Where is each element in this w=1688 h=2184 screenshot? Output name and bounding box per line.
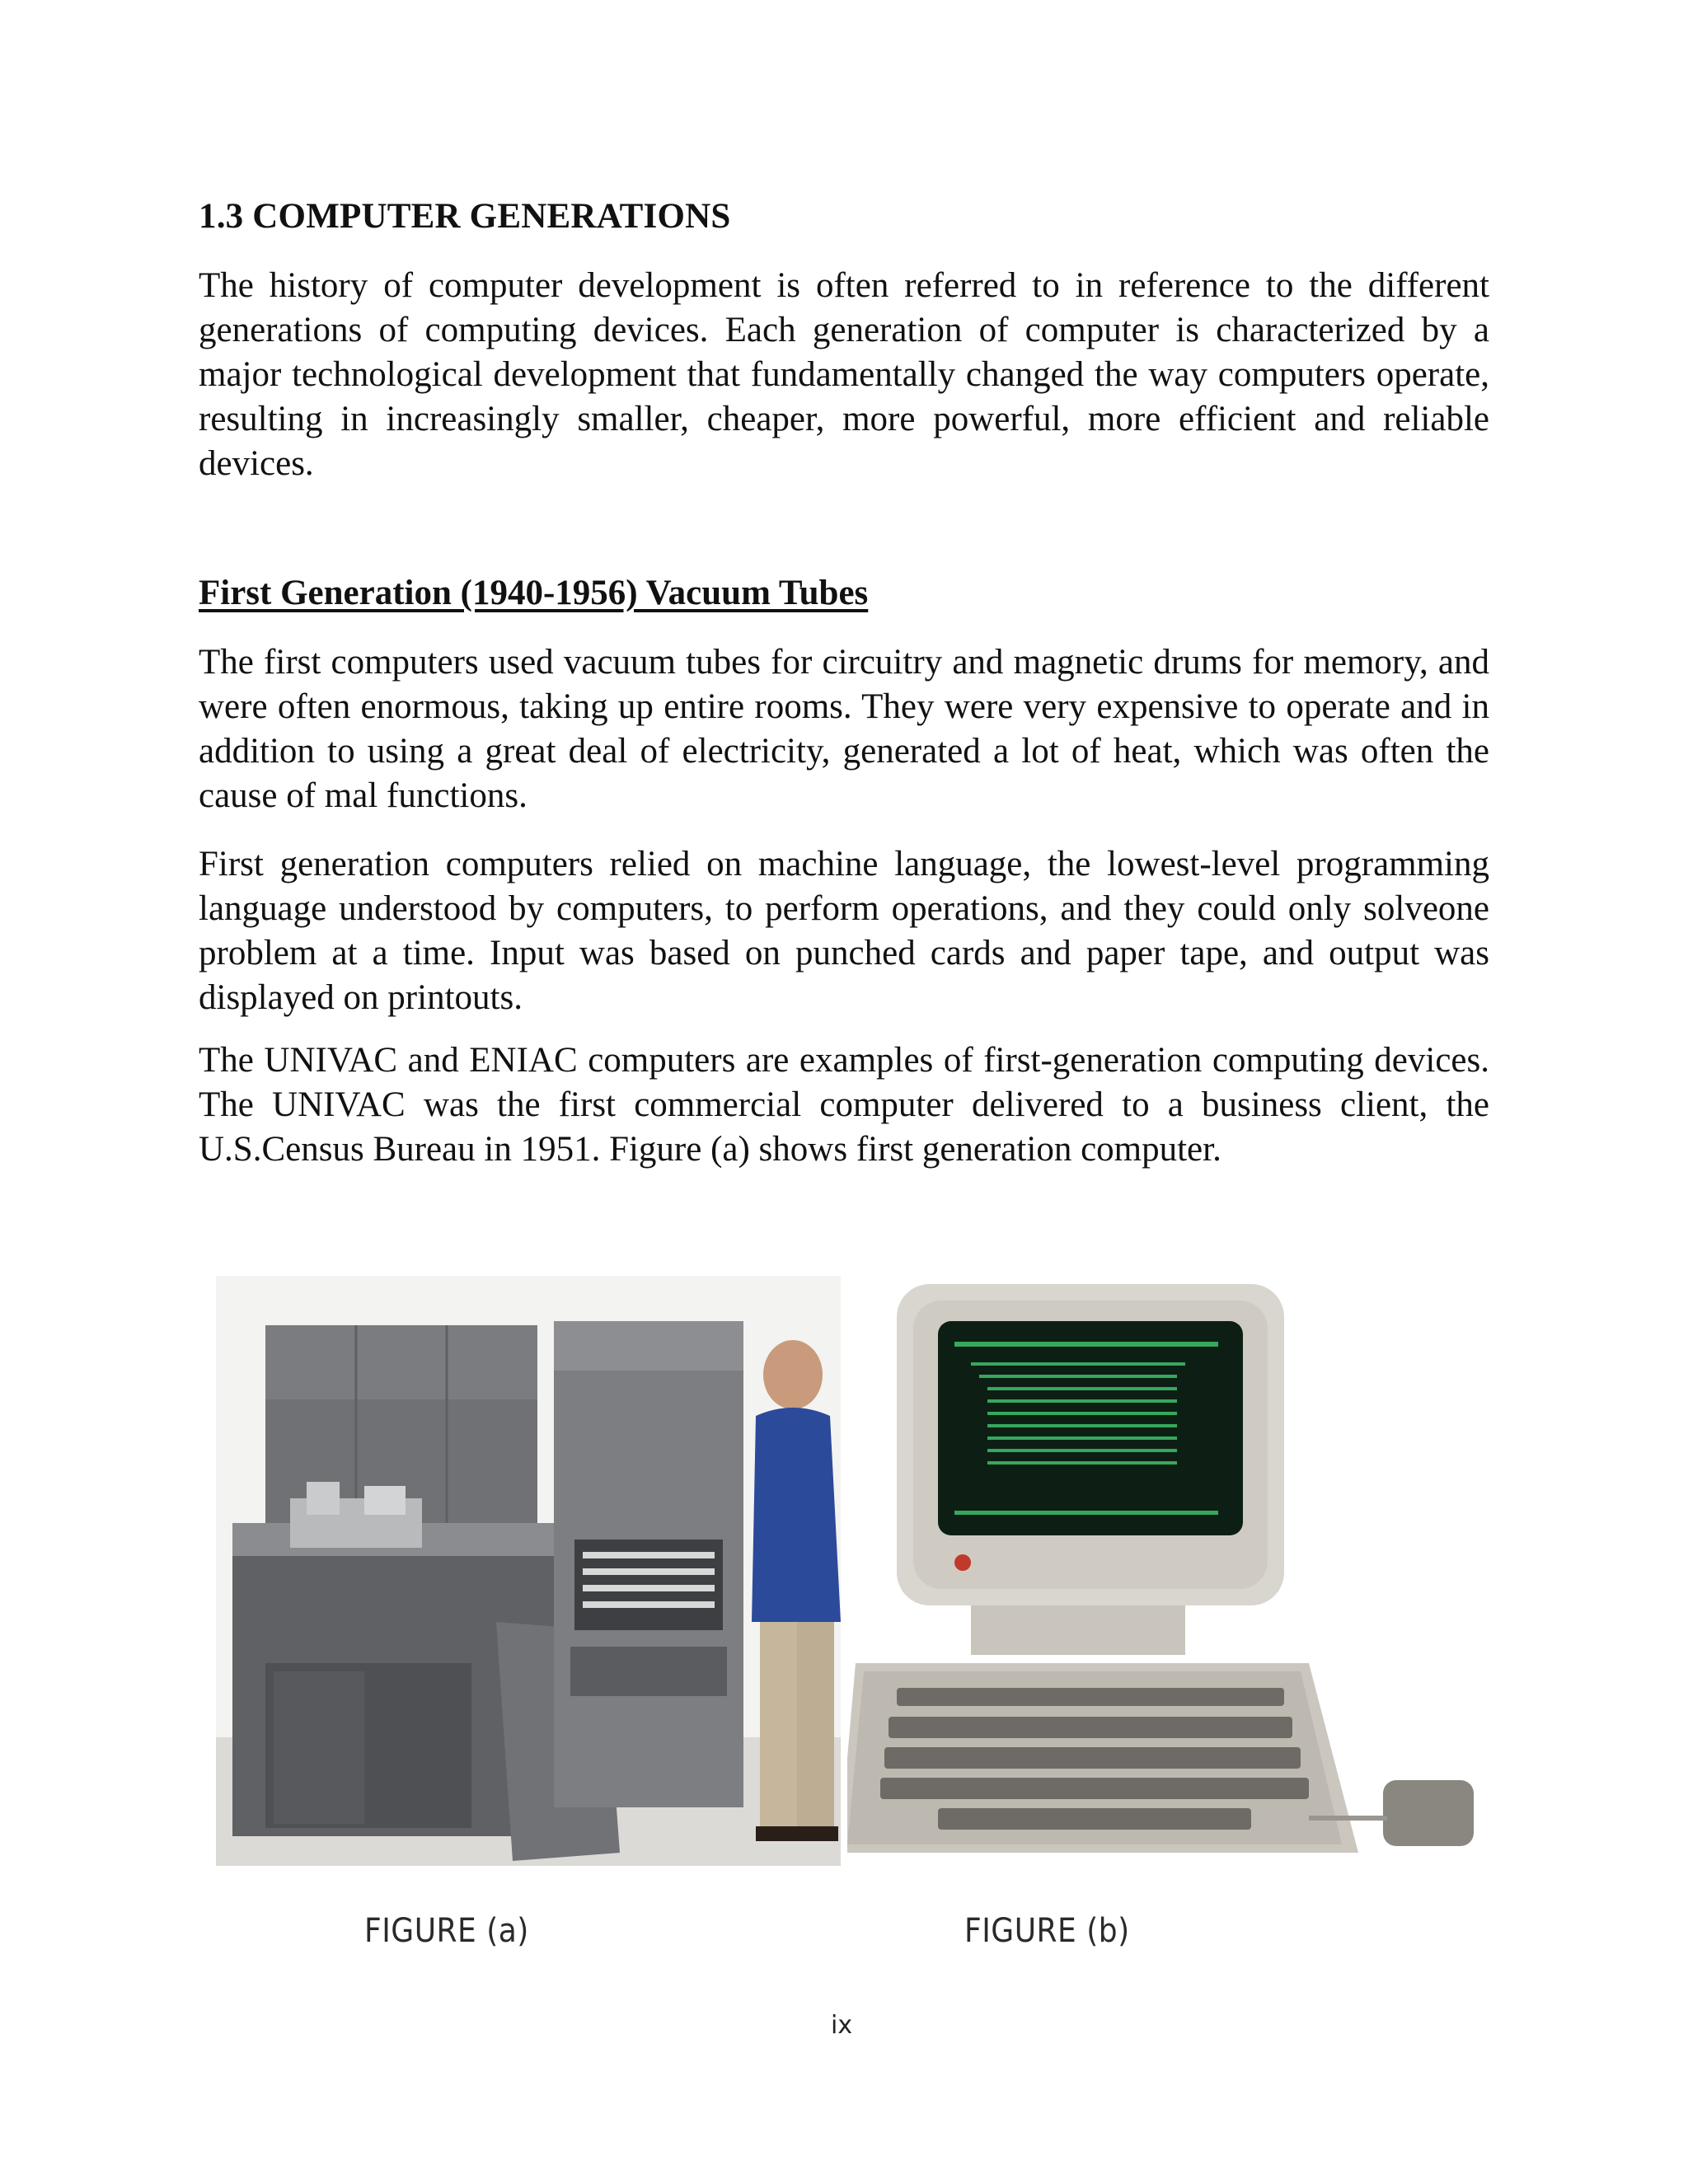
- first-generation-heading: First Generation (1940-1956) Vacuum Tubes: [199, 574, 869, 612]
- section-title: 1.3 COMPUTER GENERATIONS: [199, 197, 731, 236]
- paragraph-univac-eniac: The UNIVAC and ENIAC computers are examples of first-generation computing devices. The UNIVAC was the first commercial computer delivered to a business client, the U.S.Census Bureau in 1951. Figure (a) shows first generation computer.: [199, 1041, 1489, 1169]
- paragraph-machine-language: First generation computers relied on machine language, the lowest-level programming language understood by computers, to perform operations, and they could only solveone problem at a time. Input was based on punched cards and paper tape, and output was displayed on printouts.: [199, 845, 1489, 1017]
- figure-b-caption: FIGURE (b): [964, 1912, 1130, 1950]
- figure-a-image: [216, 1276, 841, 1866]
- figure-b-image: [847, 1276, 1515, 1866]
- intro-paragraph: The history of computer development is often referred to in reference to the different generations of computing devices. Each generation of computer is characterized by a major technological development that fundamentally changed the way computers operate, resulting in increasingly smaller, cheaper, more powerful, more efficient and reliable devices.: [199, 266, 1489, 483]
- figure-a-caption: FIGURE (a): [364, 1912, 529, 1950]
- paragraph-vacuum-tubes: The first computers used vacuum tubes for circuitry and magnetic drums for memory, and were often enormous, taking up entire rooms. They were very expensive to operate and in addition to using a great deal of electricity, generated a lot of heat, which was often the cause of mal functions.: [199, 643, 1489, 815]
- page-number: ix: [831, 2011, 853, 2040]
